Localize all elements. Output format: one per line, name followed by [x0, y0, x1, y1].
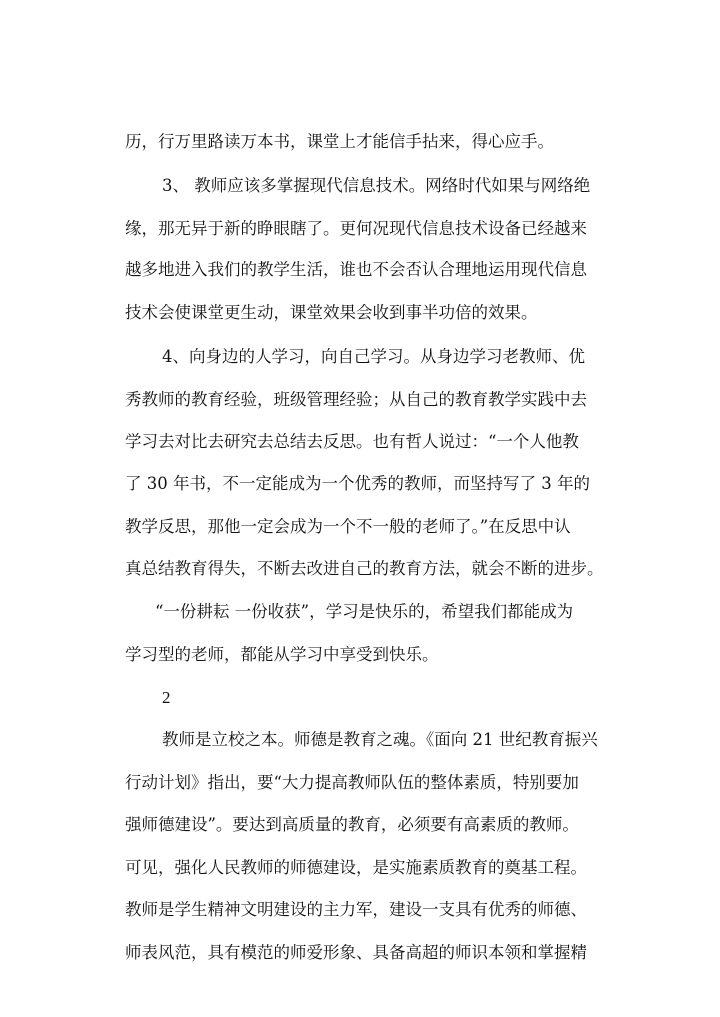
text-line: 历，行万里路读万本书，课堂上才能信手拈来，得心应手。 — [125, 132, 554, 151]
text-line: 3、 教师应该多掌握现代信息技术。网络时代如果与网络绝 — [162, 176, 591, 195]
text-line: 了 30 年书，不一定能成为一个优秀的教师，而坚持写了 3 年的 — [125, 474, 590, 493]
text-line: 越多地进入我们的教学生活，谁也不会否认合理地运用现代信息 — [125, 260, 587, 279]
text-line: 可见，强化人民教师的师德建设，是实施素质教育的奠基工程。 — [125, 858, 587, 877]
text-line: 真总结教育得失，不断去改进自己的教育方法，就会不断的进步。 — [125, 559, 604, 578]
text-line: 学习去对比去研究去总结去反思。也有哲人说过：“一个人他教 — [125, 432, 579, 451]
text-line: 强师德建设”。要达到高质量的教育，必须要有高素质的教师。 — [125, 815, 579, 834]
text-line: 师表风范，具有模范的师爱形象、具备高超的师识本领和掌握精 — [125, 943, 587, 962]
text-line: 教师是立校之本。师德是教育之魂。《面向 21 世纪教育振兴 — [162, 730, 598, 749]
text-line: 技术会使课堂更生动，课堂效果会收到事半功倍的效果。 — [125, 303, 538, 322]
text-line: 学习型的老师，都能从学习中享受到快乐。 — [125, 645, 439, 664]
text-line: 行动计划》指出，要“大力提高教师队伍的整体素质，特别要加 — [125, 773, 579, 792]
text-line: “一份耕耘 一份收获”，学习是快乐的，希望我们都能成为 — [155, 602, 574, 621]
text-line: 教师是学生精神文明建设的主力军，建设一支具有优秀的师德、 — [125, 900, 587, 919]
section-number: 2 — [162, 688, 171, 707]
text-line: 秀教师的教育经验，班级管理经验；从自己的教育教学实践中去 — [125, 390, 587, 409]
text-line: 缘，那无异于新的睁眼瞎了。更何况现代信息技术设备已经越来 — [125, 219, 587, 238]
text-line: 4、向身边的人学习，向自己学习。从身边学习老教师、优 — [162, 347, 585, 366]
text-line: 教学反思，那他一定会成为一个不一般的老师了。”在反思中认 — [125, 517, 571, 536]
